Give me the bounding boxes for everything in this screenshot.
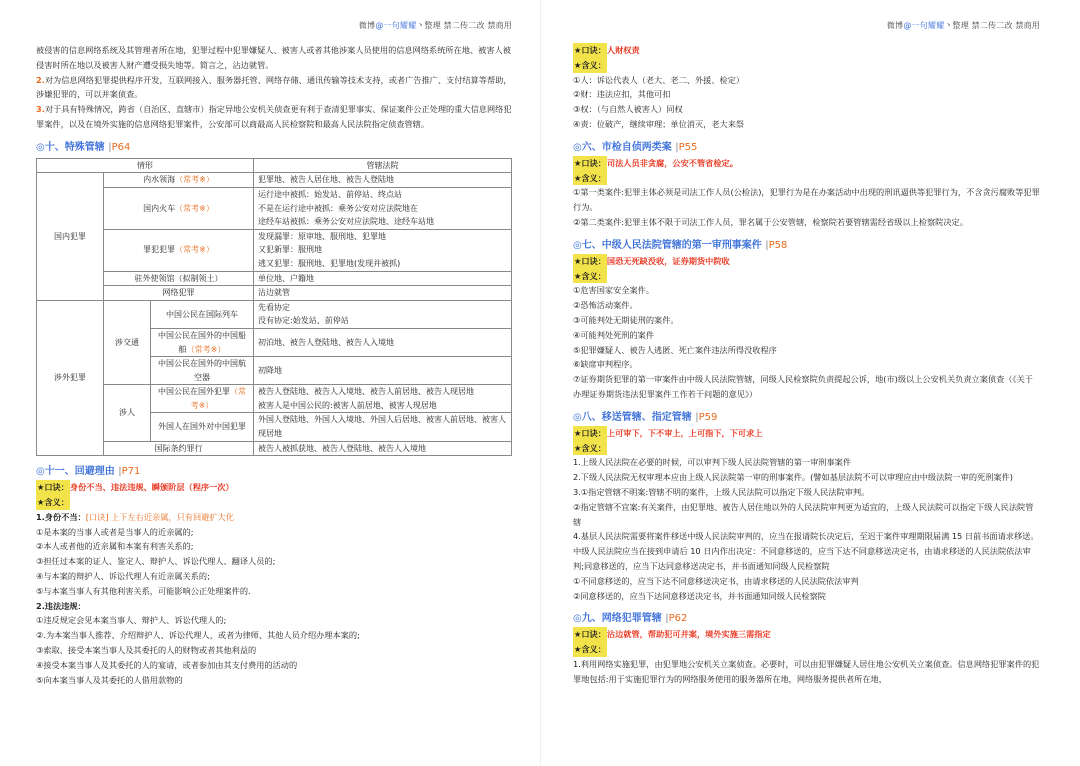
- table-cell: 单位地、户籍地: [254, 271, 512, 286]
- table-row: [37, 229, 512, 271]
- meaning-label: ★含义：: [573, 58, 1040, 73]
- subsection-title: 2.违法违规：: [36, 600, 86, 611]
- table-row: [37, 173, 512, 188]
- list-item: ③可能判处无期徒刑的案件。: [573, 314, 679, 325]
- header-author: @一句耀耀: [903, 21, 945, 30]
- list-item: ②同意移送的，应当下达同意移送决定书，并书面通知同级人民检察院: [573, 590, 826, 601]
- list-item: ②恐怖活动案件。: [573, 300, 638, 311]
- header-suffix: 丶整理 禁二传二改 禁商用: [944, 21, 1040, 30]
- section-title: ◎九、网络犯罪管辖 |P62: [573, 613, 688, 625]
- header-suffix: 丶整理 禁二传二改 禁商用: [416, 21, 512, 30]
- list-item: ②.为本案当事人推荐、介绍辩护人、诉讼代理人，或者为律师、其他人员介绍办理本案的;: [36, 630, 360, 641]
- list-item: ③索取、接受本案当事人及其委托的人的财物或者其他利益的: [36, 645, 257, 656]
- table-cell: 先看协定 没有协定:始发站、前停站: [254, 300, 512, 328]
- table-cell: 网络犯罪: [104, 286, 254, 301]
- list-item: ④可能判处死刑的案件: [573, 329, 655, 340]
- table-cell: 外国人在国外对中国犯罪: [151, 413, 254, 441]
- table-cell: 犯罪地、被告人居住地、被告人登陆地: [254, 173, 512, 188]
- table-header: 情形: [37, 158, 254, 173]
- table-cell: 沾边就管: [254, 286, 512, 301]
- table-cell: 驻外使领馆（拟制领土）: [104, 271, 254, 286]
- list-item: ①人：诉讼代表人（老大、老二、外援、检定）: [573, 74, 745, 85]
- list-item: ④与本案的辩护人、诉讼代理人有近亲属关系的;: [36, 571, 210, 582]
- watermark-header: [887, 20, 1040, 31]
- list-item: ①危害国家安全案件。: [573, 285, 655, 296]
- table-cell: 中国公民在国外的中国航空器: [151, 357, 254, 385]
- meaning-label: ★含义：: [36, 495, 512, 510]
- header-author: @一句耀耀: [375, 21, 417, 30]
- table-row: [37, 187, 512, 229]
- table-cell: 外国人登陆地、外国人入境地、外国人后居地、被害人前居地、被害人现居地: [254, 413, 512, 441]
- table-cell: 被告人登陆地、被告人入境地、被告人前居地、被告人现居地 被害人是中国公民的:被害人前居地、被害人现居地: [254, 385, 512, 413]
- jurisdiction-table: [36, 158, 512, 456]
- table-group-label: 涉外犯罪: [37, 300, 104, 456]
- list-item: ③权：（与自然人被害人）同权: [573, 104, 683, 115]
- list-item: 4.基层人民法院需要将案件移送中级人民法院审判的，应当在报请院长决定后，至迟于案件审理期限届满 15 日前书面请求移送。中级人民法院应当在接到申请后 10 日内作出决定：不同意移送的，应当下达不同意移送决定书，由请求移送的人民法院依法审判;同意移送的，应当下达同意移送决定书，并书面通知同级人民检察院: [573, 531, 1039, 571]
- table-row: [37, 286, 512, 301]
- list-item: ①是本案的当事人或者是当事人的近亲属的;: [36, 526, 194, 537]
- header-prefix: 微博: [358, 21, 376, 30]
- list-item: ②本人或者他的近亲属和本案有利害关系的;: [36, 541, 194, 552]
- table-cell: 初泊地、被告人登陆地、被告人入境地: [254, 328, 512, 356]
- table-cell: 国内火车（常考※）: [104, 187, 254, 229]
- mnemonic: ★口诀：司法人员非贪腐，公安不管省检定。: [573, 156, 1040, 171]
- table-cell: 中国公民在国外的中国船舶（常考※）: [151, 328, 254, 356]
- table-cell: 国际条约罪行: [104, 441, 254, 456]
- list-item: ②指定管辖不宜案:有关案件，由犯罪地、被告人居住地以外的人民法院审判更为适宜的，上级人民法院可以指定下级人民法院管辖: [573, 501, 1034, 527]
- list-item: ④接受本案当事人及其委托的人的宴请，或者参加由其支付费用的活动的: [36, 659, 298, 670]
- table-subgroup-label: 涉交通: [104, 300, 151, 385]
- list-item: 1.利用网络实施犯罪，由犯罪地公安机关立案侦查。必要时，可以由犯罪嫌疑人居住地公安机关立案侦查。信息网络犯罪案件的犯罪地包括:用于实施犯罪行为的网络服务使用的服务器所在地，网络服务提供者所在地，: [573, 658, 1040, 684]
- table-cell: 运行途中被抓：始发站、前停站、终点站 不是在运行途中被抓：乘务公安对应法院地在 途经车站被抓：乘务公安对应法院地、途经车站地: [254, 187, 512, 229]
- list-item: ④责：位破产，继续审理；单位消灭，老大来祭: [573, 118, 745, 129]
- meaning-label: ★含义：: [573, 269, 1040, 284]
- mnemonic: ★口诀：人财权责: [573, 43, 1040, 58]
- watermark-header: [359, 20, 512, 31]
- table-cell: 初降地: [254, 357, 512, 385]
- list-item: ⑤向本案当事人及其委托的人借用款物的: [36, 674, 183, 685]
- list-item: ②财：违法应扣，其他可扣: [573, 89, 671, 100]
- section-title: ◎八、移送管辖、指定管辖 |P59: [573, 411, 718, 423]
- table-row: [37, 300, 512, 328]
- header-prefix: 微博: [886, 21, 904, 30]
- meaning-label: ★含义：: [573, 642, 1040, 657]
- list-item: ①违反规定会见本案当事人、辩护人、诉讼代理人的;: [36, 615, 227, 626]
- table-cell: 中国公民在国际列车: [151, 300, 254, 328]
- list-item: ②第二类案件:犯罪主体不限于司法工作人员，罪名属于公安管辖，检察院若要管辖需经省级以上检察院决定。: [573, 216, 968, 227]
- list-item: ⑤犯罪嫌疑人、被告人逃匿、死亡案件违法所得没收程序: [573, 344, 777, 355]
- section-title: ◎七、中级人民法院管辖的第一审刑事案件 |P58: [573, 239, 788, 251]
- section-title: ◎十、特殊管辖 |P64: [36, 141, 131, 153]
- table-cell: 中国公民在国外犯罪（常考※）: [151, 385, 254, 413]
- table-row: [37, 441, 512, 456]
- section-title: ◎六、市检自侦两类案 |P55: [573, 141, 698, 153]
- mnemonic: ★口诀：上可审下，下不审上，上可指下，下可求上: [573, 426, 1040, 441]
- intro-paragraph: 2.对为信息网络犯罪提供程序开发，互联网接入、服务器托管、网络存储、通讯传输等技术支持，或者广告推广、支付结算等帮助，涉嫌犯罪的，可以并案侦查。: [36, 74, 512, 100]
- left-content: [36, 43, 512, 687]
- list-item: ⑦证券期货犯罪的第一审案件由中级人民法院管辖，同级人民检察院负责提起公诉，地(市)级以上公安机关负责立案侦查（《关于办理证券期货违法犯罪案件工作若干问题的意见》）: [573, 374, 1033, 399]
- mnemonic: ★口诀：沾边就管，帮助犯可并案，境外实施三需指定: [573, 627, 1040, 642]
- list-item: ③担任过本案的证人、鉴定人、辩护人、诉讼代理人、翻译人员的;: [36, 556, 276, 567]
- page-right: [540, 0, 1080, 766]
- list-item: 2.下级人民法院无权审理本应由上级人民法院第一审的刑事案件。(譬如基层法院不可以审理应由中级法院一审的死刑案件): [573, 472, 1013, 483]
- meaning-label: ★含义：: [573, 441, 1040, 456]
- intro-paragraph: 被侵害的信息网络系统及其管理者所在地，犯罪过程中犯罪嫌疑人、被害人或者其他涉案人员使用的信息网络系统所在地、被害人被侵害时所在地以及被害人财产遭受损失地等。简言之，沾边就管。: [36, 45, 511, 70]
- intro-paragraph: 3.对于具有特殊情况，跨省（自治区、直辖市）指定异地公安机关侦查更有利于查清犯罪事实、保证案件公正处理的重大信息网络犯罪案件，以及在境外实施的信息网络犯罪案件，公安部可以商最高人民检察院和最高人民法院指定侦查管辖。: [36, 104, 512, 129]
- table-row: [37, 271, 512, 286]
- meaning-label: ★含义：: [573, 171, 1040, 186]
- subsection-title: 1.身份不当：[口诀] 上下左右近亲属，只有回避扩大化: [36, 511, 234, 522]
- table-cell: 发现漏罪：原审地、服刑地、犯罪地 又犯新罪：服刑地 逃又犯罪：服刑地、犯罪地(发现并被抓): [254, 229, 512, 271]
- table-cell: 内水领海（常考※）: [104, 173, 254, 188]
- list-item: ⑤与本案当事人有其他利害关系，可能影响公正处理案件的.: [36, 585, 251, 596]
- list-item: 3.①指定管辖不明案:管辖不明的案件，上级人民法院可以指定下级人民法院审判。: [573, 486, 870, 497]
- section-title: ◎十一、回避理由 |P71: [36, 466, 141, 478]
- table-header: 管辖法院: [254, 158, 512, 173]
- table-cell: 被告人被抓获地、被告人登陆地、被告人入境地: [254, 441, 512, 456]
- table-header-row: [37, 158, 512, 173]
- list-item: 1.上级人民法院在必要的时候，可以审判下级人民法院管辖的第一审刑事案件: [573, 457, 852, 468]
- table-subgroup-label: 涉人: [104, 385, 151, 441]
- right-content: [573, 43, 1040, 686]
- mnemonic: ★口诀：国恐无死缺没收，证券期货中院收: [573, 254, 1040, 269]
- list-item: ①第一类案件:犯罪主体必须是司法工作人员(公检法)，犯罪行为是在办案活动中出现的刑讯逼供等犯罪行为，不含贪污腐败等犯罪行为。: [573, 187, 1040, 213]
- list-item: ①不同意移送的，应当下达不同意移送决定书，由请求移送的人民法院依法审判: [573, 575, 859, 586]
- mnemonic: ★口诀：身份不当、违法违规、瞬颁阶层（程序一次）: [36, 480, 512, 495]
- list-item: ⑥缺席审判程序。: [573, 359, 638, 370]
- table-row: [37, 385, 512, 413]
- table-group-label: 国内犯罪: [37, 173, 104, 300]
- table-cell: 罪犯犯罪（常考※）: [104, 229, 254, 271]
